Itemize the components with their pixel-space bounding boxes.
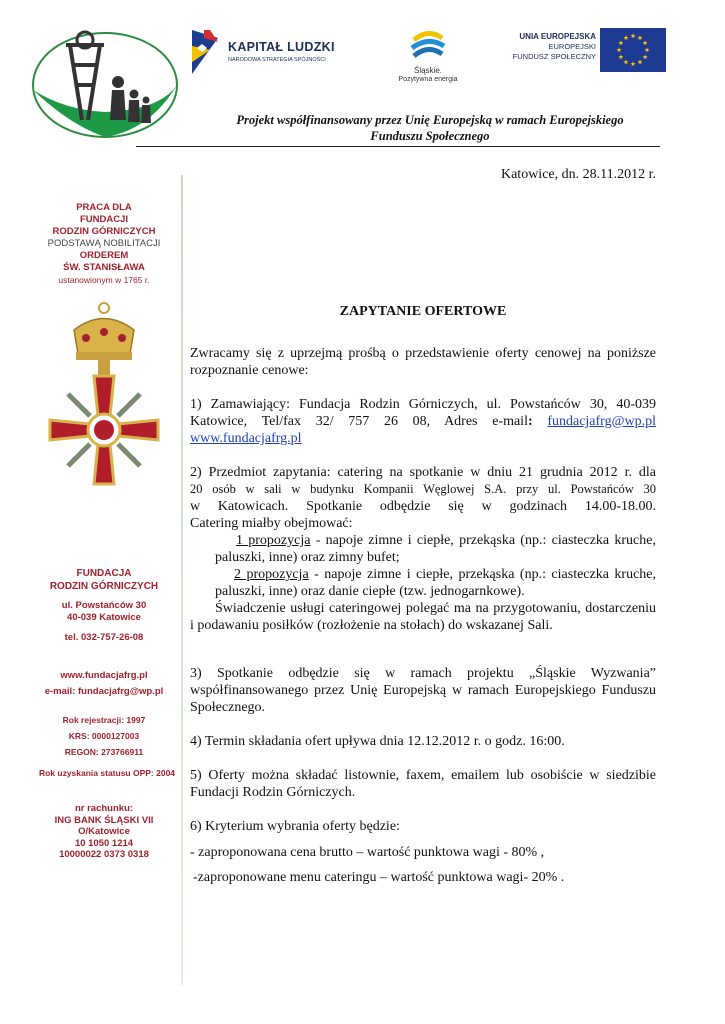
proposal-1-text: - napoje zimne i ciepłe, przekąska (np.: ciasteczka kruche, paluszki, inne) oraz zimny bufet; — [215, 533, 656, 565]
org-line: ustanowionym w 1765 r. — [58, 275, 150, 285]
sidebar-divider — [181, 175, 183, 985]
catering-service-description: Świadczenie usługi cateringowej polegać ma na przygotowaniu, dostarczeniu i podawaniu posiłków (rozłożenie na stołach) do wskazanej Sali. — [190, 601, 656, 633]
org-line: ŚW. STANISŁAWA — [63, 262, 145, 273]
sidebar-org-block — [30, 202, 178, 286]
section-2-line: 2) Przedmiot zapytania: catering na spotkanie w dniu 21 grudnia 2012 r. dla — [190, 465, 656, 480]
section-2-line: w Katowicach. Spotkanie odbędzie się w godzinach 14.00-18.00. — [190, 499, 656, 514]
sidebar-street: ul. Powstańców 30 — [61, 600, 147, 611]
criterion-menu: -zaproponowane menu cateringu – wartość punktowa wagi- 20% . — [193, 870, 565, 885]
project-line-1: Projekt współfinansowany przez Unię Europejską w ramach Europejskiego — [236, 113, 624, 127]
sidebar-website: www.fundacjafrg.pl — [60, 670, 148, 681]
foundation-logo — [30, 30, 180, 140]
sidebar-address — [30, 600, 178, 624]
org-line: FUNDACJI — [79, 214, 129, 225]
project-cofinancing-note — [200, 112, 660, 144]
sidebar-krs: KRS: 0000127003 — [68, 731, 140, 741]
email-link[interactable]: fundacjafrg@wp.pl — [547, 414, 656, 429]
section-1-ordering-party — [190, 396, 656, 447]
sidebar-city: 40-039 Katowice — [67, 612, 141, 623]
section-2-subject — [190, 464, 656, 634]
kapital-ludzki-logo — [188, 28, 338, 78]
sidebar-opp-status: Rok uzyskania statusu OPP: 2004 — [38, 768, 176, 778]
section-2-line: Catering miałby obejmować: — [190, 516, 353, 531]
section-2-line: 20 osób w sali w budynku Kompanii Węglowej S.A. przy ul. Powstańców 30 — [190, 482, 656, 496]
foundation-name-line2: RODZIN GÓRNICZYCH — [49, 580, 159, 592]
section-4-deadline: 4) Termin składania ofert upływa dnia 12.12.2012 r. o godz. 16:00. — [190, 734, 565, 749]
slaskie-logo — [385, 30, 471, 92]
header-divider — [136, 146, 660, 147]
slaskie-slogan: Pozytywna energia — [398, 76, 458, 83]
sidebar-regon: REGON: 273766911 — [64, 747, 144, 757]
sidebar-bank-account — [30, 803, 178, 861]
org-line: PRACA DLA — [76, 202, 132, 213]
intro-paragraph: Zwracamy się z uprzejmą prośbą o przedstawienie oferty cenowej na poniższe rozpoznanie cenowe: — [190, 346, 656, 378]
org-line: PODSTAWĄ NOBILITACJI — [47, 238, 161, 249]
section-6-criteria: 6) Kryterium wybrania oferty będzie: — [190, 819, 400, 834]
kapital-ludzki-title: KAPITAŁ LUDZKI — [228, 40, 335, 54]
criterion-price: - zaproponowana cena brutto – wartość punktowa wagi - 80% , — [190, 845, 545, 860]
sidebar-registration — [30, 712, 178, 760]
bank-line: O/Katowice — [78, 826, 130, 837]
section-1-text: 1) Zamawiający: Fundacja Rodzin Górniczych, ul. Powstańców 30, 40-039 Katowice, Tel/fax 32/ 757 26 08, Adres e-mail — [190, 397, 656, 429]
section-1-colon: : — [527, 414, 533, 429]
slaskie-waves-icon — [408, 30, 448, 64]
sidebar-reg-year: Rok rejestracji: 1997 — [62, 715, 146, 725]
proposal-1 — [190, 532, 656, 566]
org-line: ORDEREM — [79, 250, 129, 261]
bank-line: 10000022 0373 0318 — [59, 849, 149, 860]
slaskie-name: Śląskie. — [413, 66, 442, 75]
foundation-name-line1: FUNDACJA — [76, 568, 132, 579]
document-date: Katowice, dn. 28.11.2012 r. — [500, 167, 656, 182]
section-3-project: 3) Spotkanie odbędzie się w ramach projektu „Śląskie Wyzwania” współfinansowanego przez Unię Europejską w ramach Europejskiego Funduszu Społecznego. — [190, 666, 656, 715]
bank-line: nr rachunku: — [74, 803, 134, 814]
eu-label-line1: UNIA EUROPEJSKA — [519, 32, 596, 41]
kapital-ludzki-subtitle: NARODOWA STRATEGIA SPÓJNOŚCI — [228, 57, 326, 63]
eu-label-line2: EUROPEJSKI — [548, 42, 596, 51]
sidebar-phone: tel. 032-757-26-08 — [64, 632, 144, 643]
sidebar-foundation-name — [30, 568, 178, 593]
sidebar-email: e-mail: fundacjafrg@wp.pl — [44, 686, 164, 697]
org-line: RODZIN GÓRNICZYCH — [52, 226, 156, 237]
section-5-submission: 5) Oferty można składać listownie, faxem, emailem lub osobiście w siedzibie Fundacji Rodzin Górniczych. — [190, 768, 656, 800]
proposal-2 — [190, 566, 656, 600]
eu-flag-icon — [600, 28, 666, 72]
website-link[interactable]: www.fundacjafrg.pl — [190, 431, 302, 446]
eu-label — [498, 32, 596, 62]
proposal-2-text: - napoje zimne i ciepłe, przekąska (np.: ciasteczka kruche, paluszki, inne) oraz danie ciepłe (tzw. jednogarnkowe). — [215, 567, 656, 599]
project-line-2: Funduszu Społecznego — [370, 129, 490, 143]
proposal-2-label: 2 propozycja — [234, 567, 309, 582]
eu-label-line3: FUNDUSZ SPOŁECZNY — [512, 52, 596, 61]
bank-line: 10 1050 1214 — [74, 837, 134, 849]
bank-line: ING BANK ŚLĄSKI VII — [54, 814, 154, 826]
kapital-ludzki-emblem-icon — [188, 28, 224, 76]
document-title: ZAPYTANIE OFERTOWE — [339, 304, 507, 319]
proposal-1-label: 1 propozycja — [236, 533, 311, 548]
order-of-st-stanislaus-icon — [42, 302, 166, 498]
